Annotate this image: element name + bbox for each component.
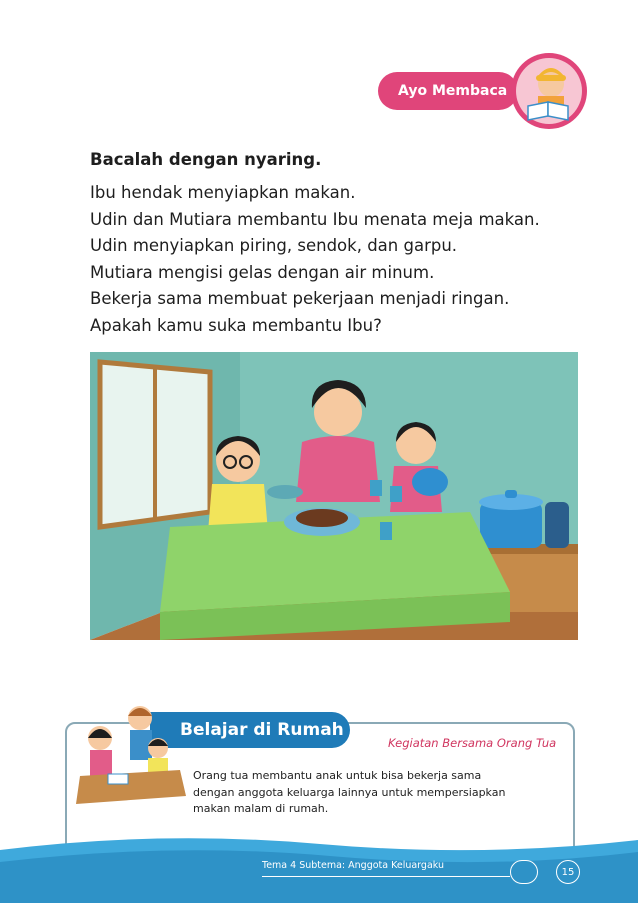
reading-line: Mutiara mengisi gelas dengan air minum. [90, 262, 435, 282]
family-dinner-illustration [90, 352, 578, 640]
page-number-label: 15 [561, 866, 575, 878]
family-study-icon [70, 696, 190, 806]
footer-theme-text: Tema 4 Subtema: Anggota Keluargaku [262, 860, 445, 871]
ayo-membaca-badge [378, 72, 518, 110]
reading-line: Ibu hendak menyiapkan makan. [90, 183, 356, 202]
home-learning-title: Belajar di Rumah [180, 720, 344, 740]
footer-divider [262, 876, 510, 877]
reading-boy-icon [508, 50, 590, 132]
home-text-line: Orang tua membantu anak untuk bisa bekerja sama [193, 769, 482, 782]
book-icon [510, 860, 538, 884]
reading-line: Udin menyiapkan piring, sendok, dan garpu. [90, 236, 458, 255]
home-text-line: makan malam di rumah. [193, 802, 329, 815]
home-learning-subtitle: Kegiatan Bersama Orang Tua [388, 736, 557, 750]
home-learning-text [193, 768, 505, 818]
reading-line: Apakah kamu suka membantu Ibu? [90, 315, 382, 335]
reading-line: Udin dan Mutiara membantu Ibu menata meja makan. [90, 209, 540, 229]
reading-instruction: Bacalah dengan nyaring. [90, 150, 322, 169]
badge-label: Ayo Membaca [398, 83, 508, 99]
home-text-line: dengan anggota keluarga lainnya untuk mempersiapkan [193, 785, 506, 799]
reading-lines [90, 180, 540, 339]
page-number [556, 860, 580, 884]
reading-line: Bekerja sama membuat pekerjaan menjadi ringan. [90, 289, 510, 308]
